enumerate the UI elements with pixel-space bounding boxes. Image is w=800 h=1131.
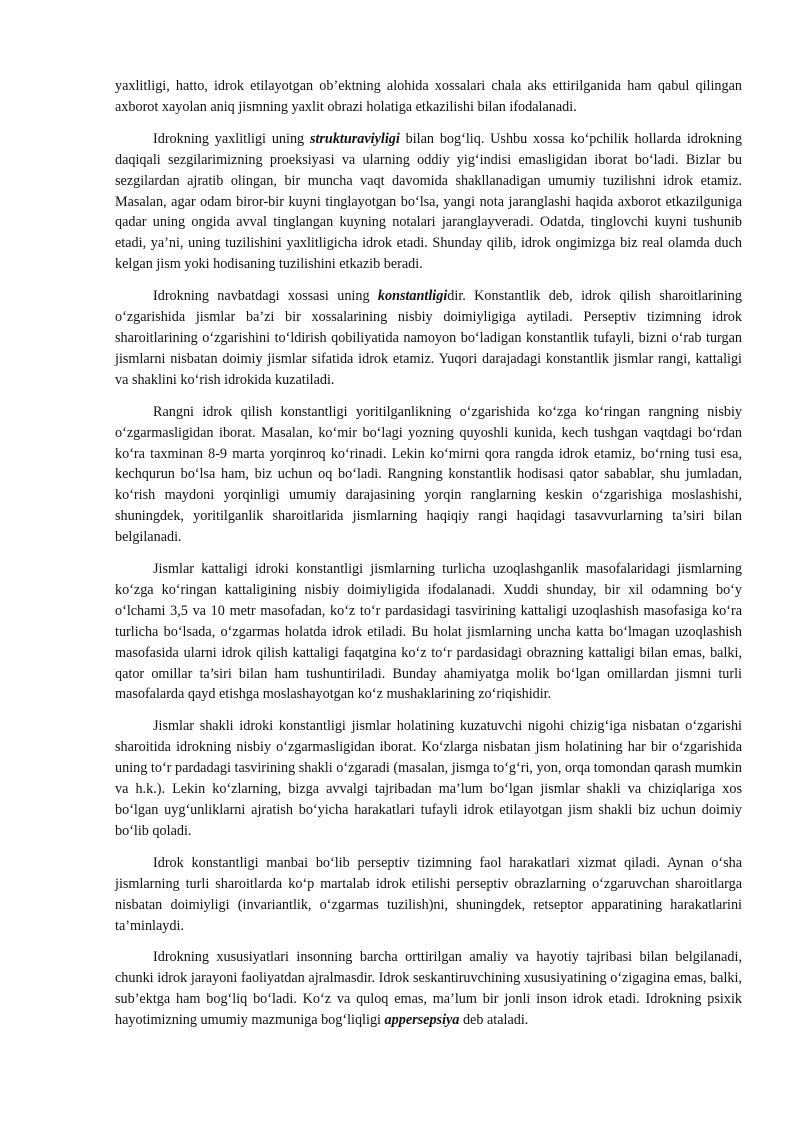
paragraph-4: Rangni idrok qilish konstantligi yoritilganlikning o‘zgarishida ko‘zga ko‘ringan rangning nisbiy o‘zgarmasligidan iborat. Masalan, ko‘mir bo‘lagi yozning quyoshli kunida, kech tushgan vaqtdagi bo‘rdan ko‘ra taxminan 8-9 marta yorqinroq ko‘rinadi. Lekin ko‘mirni qora rangda idrok etamiz, bo‘rning tusi esa, kechqurun bo‘lsa ham, biz uchun oq bo‘ladi. Rangning konstantlik hodisasi qator sabablar, shu jumladan, ko‘rish maydoni yorqinligi umumiy darajasining yorqin ranglarning keskin o‘zgarishiga moslashishi, shuningdek, yoritilganlik sharoitlarida jismlarning haqiqiy rangi haqidagi tasavvurlarning ta’siri bilan belgilanadi. <box>115 403 742 546</box>
paragraph-2 <box>115 129 742 275</box>
paragraph-5: Jismlar kattaligi idroki konstantligi jismlarning turlicha uzoqlashganlik masofalaridagi jismlarning ko‘zga ko‘ringan kattaligining nisbiy doimiyligida ifodalanadi. Xuddi shunday, bir xil odamning bo‘y o‘lchami 3,5 va 10 metr masofadan, ko‘z to‘r pardasidagi tasvirining kattaligi uzoqlashish masofasiga ko‘ra turlicha bo‘lsada, o‘zgarmas holatda idrok etiladi. Bu holat jismlarning uncha katta bo‘lmagan uzoqlashish masofasida ularni idrok qilish kattaligi faqatgina ko‘z to‘r pardasidagi obrazning kattaligi bilan emas, balki, qator omillar ta’siri bilan ham tushuntiriladi. Bunday ahamiyatga molik bo‘lgan omillardan jismni turli masofalarda qayd etishga moslashayotgan ko‘z mushaklarining zo‘riqishidir. <box>115 561 742 703</box>
document-page <box>115 76 742 1042</box>
paragraph-8-before: Idrokning xususiyatlari insonning barcha orttirilgan amaliy va hayotiy tajribasi bilan belgilanadi, chunki idrok jarayoni faoliyatdan ajralmasdir. Idrok seskantiruvchining xususiyatining o‘zigagina emas, balki, sub’ektga ham bog‘liq bo‘ladi. Ko‘z va quloq emas, ma’lum bir jonli inson idrok etadi. Idrokning psixik hayotimizning umumiy mazmuniga bog‘liqligi <box>115 949 742 1029</box>
term-appersepsiya: appersepsiya <box>384 1012 460 1029</box>
paragraph-8 <box>115 947 742 1031</box>
term-konstantligi: konstantligi <box>377 288 448 305</box>
paragraph-1: yaxlitligi, hatto, idrok etilayotgan ob’ektning alohida xossalari chala aks ettirilganida ham qabul qilingan axborot xayolan aniq jismning yaxlit obrazi holatiga etkazilishi bilan ifodalanadi. <box>115 78 742 115</box>
paragraph-6: Jismlar shakli idroki konstantligi jismlar holatining kuzatuvchi nigohi chizig‘iga nisbatan o‘zgarishi sharoitida idrokning nisbiy o‘zgarmasligidan iborat. Ko‘zlarga nisbatan jism holatining har bir o‘zgarishida uning to‘r pardadagi tasvirining shakli o‘zgaradi (masalan, jismga to‘g‘ri, yon, orqa tomondan qarash mumkin va h.k.). Lekin ko‘zlarning, bizga avvalgi tajribadan ma’lum bo‘lgan jismlar shakli va chiziqlariga xos bo‘lgan uyg‘unliklarni ajratish bo‘yicha harakatlari tufayli idrok etilayotgan jism shakli biz uchun doimiy bo‘lib qoladi. <box>115 718 742 839</box>
paragraph-8-after: deb ataladi. <box>459 1012 529 1029</box>
paragraph-3-after: dir. Konstantlik deb, idrok qilish sharoitlarining o‘zgarishida jismlar ba’zi bir xossalarining nisbiy doimiyligiga aytiladi. Perseptiv tizimning idrok sharoitlarining o‘zgarishini to‘ldirish qobiliyatida namoyon bo‘ladigan konstantlik tufayli, bizni o‘rab turgan jismlarni nisbatan doimiy jismlar sifatida idrok etamiz. Yuqori darajadagi konstantlik jismlar rangi, kattaligi va shaklini ko‘rish idrokida kuzatiladi. <box>115 288 742 388</box>
term-strukturaviyligi: strukturaviyligi <box>309 130 400 147</box>
paragraph-3-before: Idrokning navbatdagi xossasi uning <box>153 288 378 305</box>
paragraph-7: Idrok konstantligi manbai bo‘lib perseptiv tizimning faol harakatlari xizmat qiladi. Aynan o‘sha jismlarning turli sharoitlarda ko‘p martalab idrok etilishi perseptiv obrazlarning o‘zgaruvchan sharoitlarga nisbatan doimiyligi (invariantlik, o‘zgarmas tuzilish)ni, shuningdek, retseptor apparatining harakatlarini ta’minlaydi. <box>115 854 742 934</box>
paragraph-2-after: bilan bog‘liq. Ushbu xossa ko‘pchilik hollarda idrokning daqiqali sezgilarimizning proeksiyasi va ularning oddiy yig‘indisi emasligidan iborat bo‘ladi. Bizlar bu sezgilardan ajratib olingan, bir muncha vaqt davomida shakllanadigan umumiy tuzilishni idrok etamiz. Masalan, agar odam biror-bir kuyni tinglayotgan bo‘lsa, yangi nota jaranglashi haqida axborot etkazilguniga qadar uning ongida avval tinglangan kuyning notalari jaranglayveradi. Odatda, tinglovchi kuyni tushunib etadi, ya’ni, uning tuzilishini yaxlitligicha idrok etadi. Shunday qilib, idrok ongimizga biz real olamda duch kelgan jism yoki hodisaning tuzilishini etkazib beradi. <box>115 130 742 273</box>
paragraph-3 <box>115 286 742 391</box>
paragraph-2-before: Idrokning yaxlitligi uning <box>153 130 310 147</box>
